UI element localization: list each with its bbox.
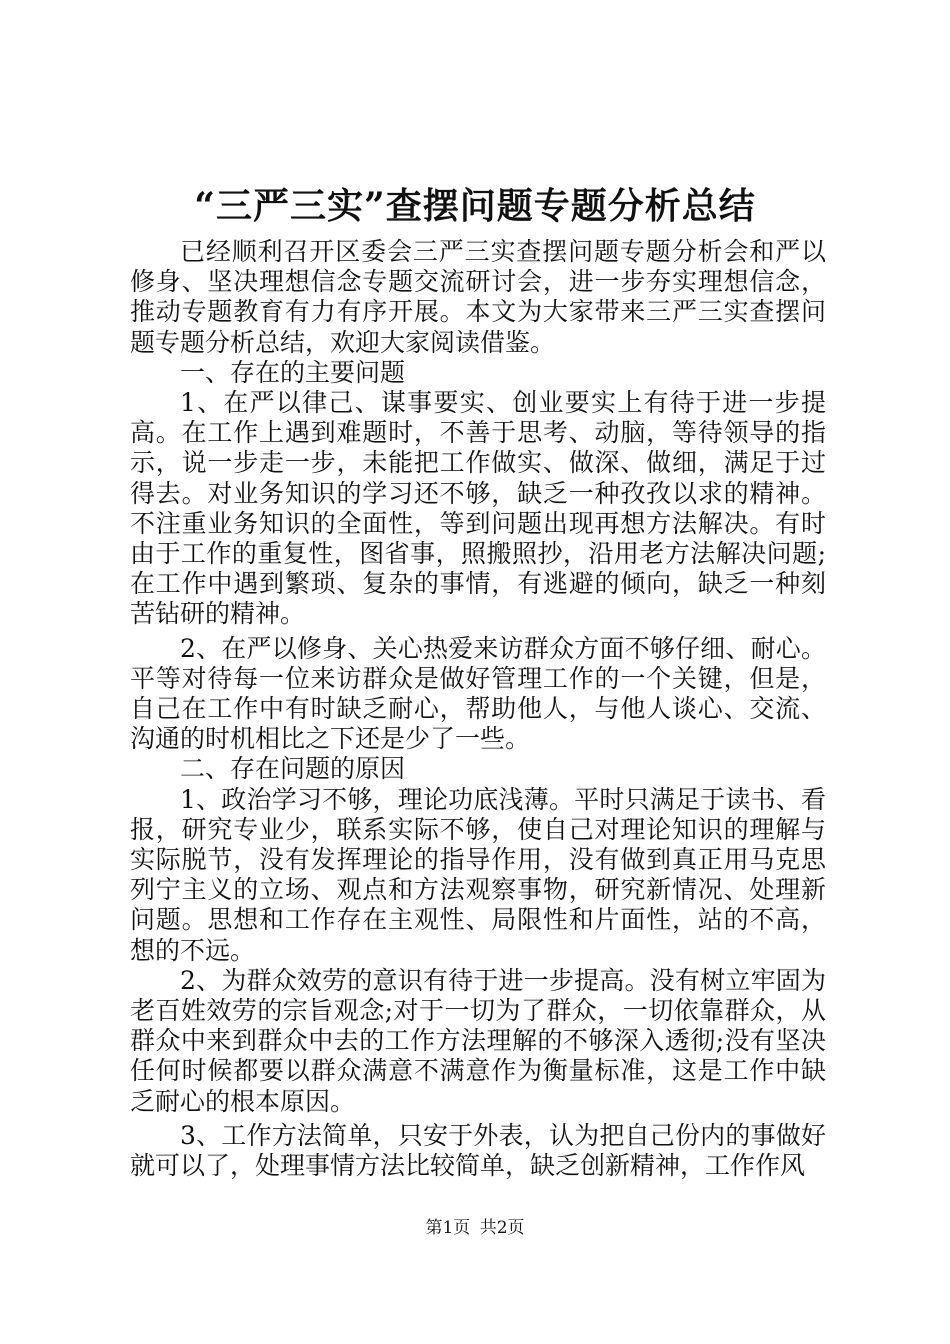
section-heading-main-problems: 一、存在的主要问题 — [180, 357, 406, 387]
page-footer — [0, 1216, 950, 1240]
section-heading-causes: 二、存在问题的原因 — [180, 754, 406, 784]
problem-paragraph-1: 1、在严以律己、谋事要实、创业要实上有待于进一步提高。在工作上遇到难题时，不善于思考、动脑，等待领导的指示，说一步走一步，未能把工作做实、做深、做细，满足于过得去。对业务知识的学习还不够，缺乏一种孜孜以求的精神。不注重业务知识的全面性，等到问题出现再想方法解决。有时由于工作的重复性，图省事，照搬照抄，沿用老方法解决问题;在工作中遇到繁琐、复杂的事情，有逃避的倾向，缺乏一种刻苦钻研的精神。 — [130, 388, 826, 629]
cause-paragraph-2: 2、为群众效劳的意识有待于进一步提高。没有树立牢固为老百姓效劳的宗旨观念;对于一切为了群众，一切依靠群众，从群众中来到群众中去的工作方法理解的不够深入透彻;没有坚决任何时候都要以群众满意不满意作为衡量标准，这是工作中缺乏耐心的根本原因。 — [130, 965, 826, 1116]
cause-paragraph-3: 3、工作方法简单，只安于外表，认为把自己份内的事做好就可以了，处理事情方法比较简单，缺乏创新精神，工作作风 — [130, 1120, 826, 1181]
intro-paragraph: 已经顺利召开区委会三严三实查摆问题专题分析会和严以修身、坚决理想信念专题交流研讨会，进一步夯实理想信念，推动专题教育有力有序开展。本文为大家带来三严三实查摆问题专题分析总结，欢迎大家阅读借鉴。 — [130, 237, 826, 357]
document-body — [130, 237, 826, 1181]
page-number: 第1页 — [425, 1218, 471, 1238]
cause-paragraph-1: 1、政治学习不够，理论功底浅薄。平时只满足于读书、看报，研究专业少，联系实际不够，使自己对理论知识的理解与实际脱节，没有发挥理论的指导作用，没有做到真正用马克思列宁主义的立场、观点和方法观察事物，研究新情况、处理新问题。思想和工作存在主观性、局限性和片面性，站的不高，想的不远。 — [130, 784, 826, 965]
page-total: 共2页 — [479, 1218, 525, 1238]
document-title: “三严三实”查摆问题专题分析总结 — [194, 185, 756, 227]
problem-paragraph-2: 2、在严以修身、关心热爱来访群众方面不够仔细、耐心。平等对待每一位来访群众是做好管理工作的一个关键，但是，自己在工作中有时缺乏耐心，帮助他人，与他人谈心、交流、沟通的时机相比之下还是少了一些。 — [130, 633, 826, 754]
